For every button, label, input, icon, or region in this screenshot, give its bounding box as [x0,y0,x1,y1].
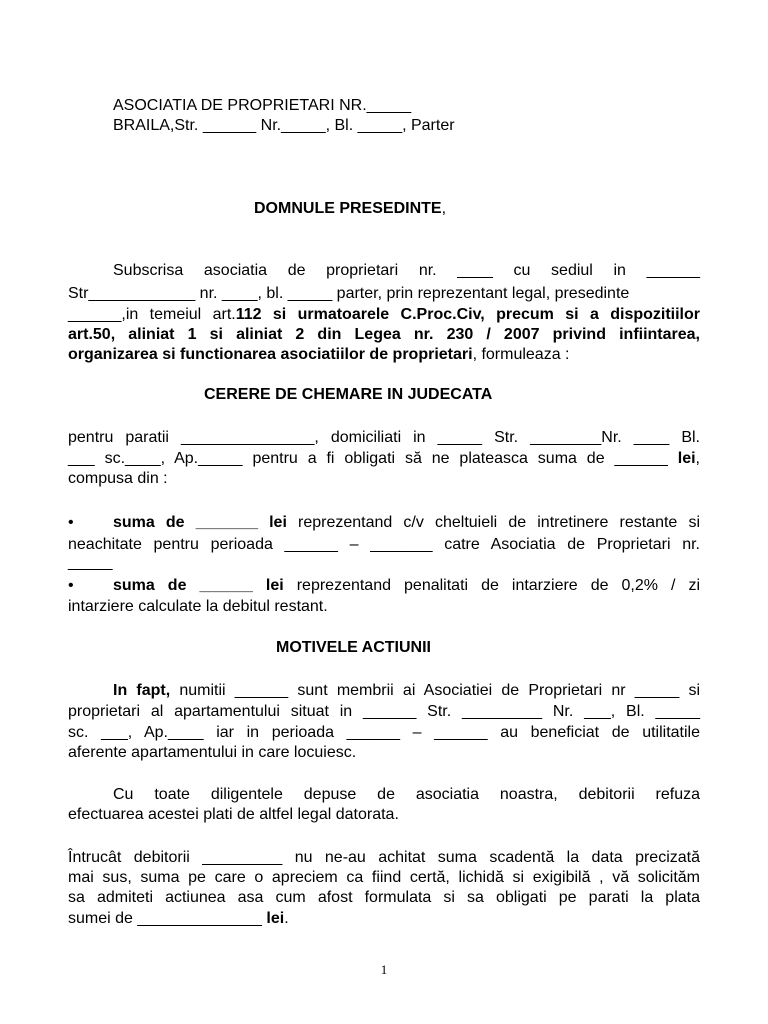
conclusion-line-4 [68,909,289,929]
salutation-comma: , [441,200,447,217]
bullet-2-line-2: intarziere calculate la debitul restant. [68,598,328,615]
intro-line-3-a: ______,in temeiul art. [68,306,236,323]
conclusion-line-4-a: sumei de ______________ [68,910,267,927]
intro-line-5-a: organizarea si functionarea asociatiilor de proprietari [68,346,473,363]
diligence-line-2: efectuarea acestei plati de altfel legal datorata. [68,806,399,823]
bullet-1-line-1 [113,513,700,533]
conclusion-line-3: sa admiteti actiunea asa cum afost formulata si sa obligati pe parati la plata [68,889,700,906]
bullet-2-icon: • [68,577,74,594]
parties-line-2-comma: , [695,450,700,467]
intro-line-2-text: Str____________ nr. ____, bl. _____ parter, prin reprezentant legal, presedinte [68,285,630,302]
title-motive-text: MOTIVELE ACTIUNII [276,639,431,656]
intro-line-5-b: , formuleaza : [472,346,570,363]
parties-line-2-a: ___ sc.____, Ap._____ pentru a fi obligati să ne plateasca suma de ______ [68,450,678,467]
facts-line-1-text: numitii ______ sunt membrii ai Asociatiei de Proprietari nr _____ si [170,682,701,699]
intro-line-1: Subscrisa asociatia de proprietari nr. ____ cu sediul in ______ [113,262,700,279]
salutation-bold: DOMNULE PRESEDINTE [254,200,442,217]
bullet-1-line-3: _____ [68,554,113,571]
intro-line-3-b: 112 si urmatoarele C.Proc.Civ, precum si a dispozitiilor [235,306,700,323]
salutation [254,199,446,219]
parties-line-1: pentru paratii _______________, domiciliati in _____ Str. ________Nr. ____ Bl. [68,429,700,446]
bullet-1-line-2: neachitate pentru perioada ______ – _______ catre Asociatia de Proprietari nr. [68,536,700,553]
title-motive [276,638,431,658]
parties-line-3: compusa din : [68,470,168,487]
conclusion-line-2: mai sus, suma pe care o apreciem ca fiind certă, lichidă si exigibilă , vă solicităm [68,869,700,886]
header-line-1: ASOCIATIA DE PROPRIETARI NR._____ [113,97,412,114]
header-line-2: BRAILA,Str. ______ Nr._____, Bl. _____, Parter [113,117,455,134]
parties-line-2 [68,449,700,469]
bullet-1-icon: • [68,514,74,531]
facts-line-3: sc. ___, Ap.____ iar in perioada ______ – ______ au beneficiat de utilitatile [68,724,700,741]
parties-line-2-lei: lei [677,450,696,467]
page-number: 1 [380,962,388,977]
conclusion-line-4-dot: . [284,910,289,927]
title-cerere-text: CERERE DE CHEMARE IN JUDECATA [204,386,493,403]
conclusion-line-1: Întrucât debitorii _________ nu ne-au achitat suma scadentă la data precizată [68,849,700,866]
facts-line-1 [113,681,700,701]
title-cerere [204,385,492,405]
intro-line-4-text: art.50, aliniat 1 si aliniat 2 din Legea nr. 230 / 2007 privind infiintarea, [68,326,700,343]
bullet-1-rest: reprezentand c/v cheltuieli de intretinere restante si [286,514,700,531]
conclusion-line-4-lei: lei [266,910,285,927]
intro-line-4 [68,325,700,345]
bullet-1-bold: suma de _______ lei [113,514,287,531]
intro-line-2 [68,284,700,304]
facts-bold: In fapt, [113,682,171,699]
facts-line-2: proprietari al apartamentului situat in ______ Str. _________ Nr. ___, Bl. _____ [68,703,700,720]
bullet-2-line-1 [113,576,700,596]
facts-line-4: aferente apartamentului in care locuiesc. [68,744,357,761]
intro-line-5 [68,345,570,365]
bullet-2-rest: reprezentand penalitati de intarziere de 0,2% / zi [283,577,701,594]
bullet-2-bold: suma de ______ lei [113,577,284,594]
intro-line-3 [68,305,700,325]
diligence-line-1: Cu toate diligentele depuse de asociatia noastra, debitorii refuza [113,786,700,803]
